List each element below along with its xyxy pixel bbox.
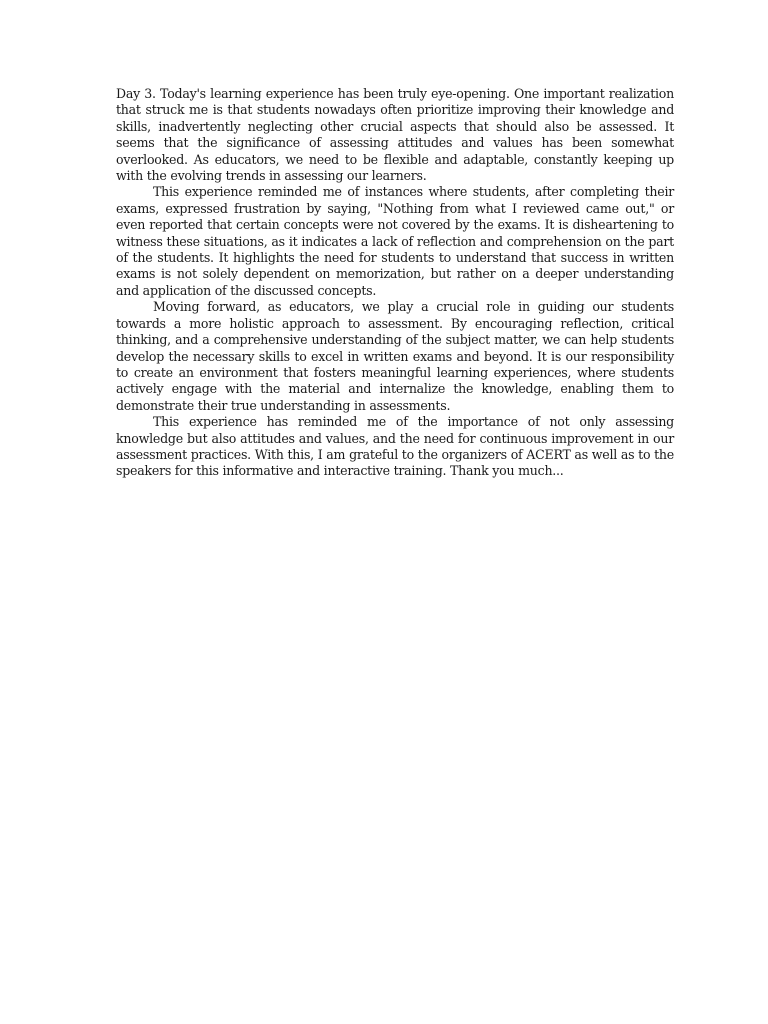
paragraph-closing-thanks: This experience has reminded me of the importance of not only assessing knowledge but also attitudes and values, and the need for continuous improvement in our assessment practices. With this, I am grateful to the organizers of ACERT as well as to the speakers for this informative and interactive training. Thank you much... <box>116 414 674 479</box>
reflection-text-block <box>116 86 674 480</box>
paragraph-moving-forward: Moving forward, as educators, we play a crucial role in guiding our students towards a more holistic approach to assessment. By encouraging reflection, critical thinking, and a comprehensive understanding of the subject matter, we can help students develop the necessary skills to excel in written exams and beyond. It is our responsibility to create an environment that fosters meaningful learning experiences, where students actively engage with the material and internalize the knowledge, enabling them to demonstrate their true understanding in assessments. <box>116 299 674 413</box>
paragraph-day-3-intro: Day 3. Today's learning experience has been truly eye-opening. One important realization that struck me is that students nowadays often prioritize improving their knowledge and skills, inadvertently neglecting other crucial aspects that should also be assessed. It seems that the significance of assessing attitudes and values has been somewhat overlooked. As educators, we need to be flexible and adaptable, constantly keeping up with the evolving trends in assessing our learners. <box>116 86 674 184</box>
paragraph-student-exams: This experience reminded me of instances where students, after completing their exams, expressed frustration by saying, "Nothing from what I reviewed came out," or even reported that certain concepts were not covered by the exams. It is disheartening to witness these situations, as it indicates a lack of reflection and comprehension on the part of the students. It highlights the need for students to understand that success in written exams is not solely dependent on memorization, but rather on a deeper understanding and application of the discussed concepts. <box>116 184 674 298</box>
